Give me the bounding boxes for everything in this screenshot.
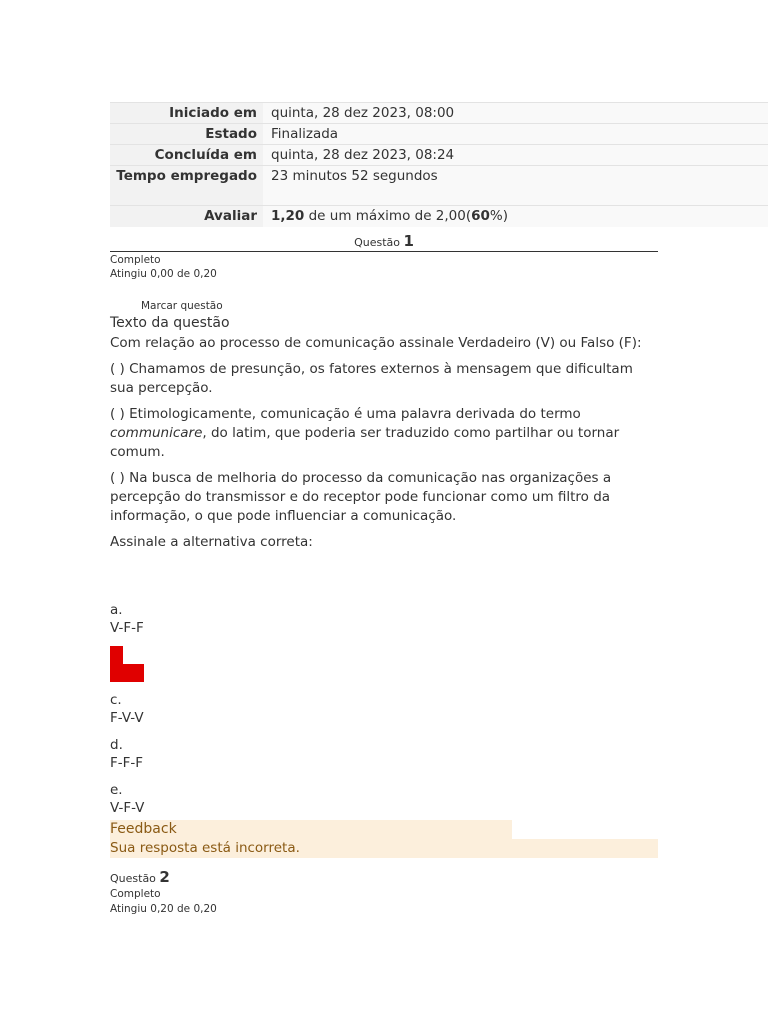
question-intro: Com relação ao processo de comunicação assinale Verdadeiro (V) ou Falso (F):	[110, 335, 642, 351]
question-1-status: Completo	[110, 254, 161, 266]
question-1-mark: Atingiu 0,00 de 0,20	[110, 268, 217, 280]
summary-label-started: Iniciado em	[110, 103, 263, 124]
summary-row-time	[110, 166, 768, 206]
answer-option-c[interactable]	[110, 691, 144, 727]
feedback-heading: Feedback	[110, 820, 512, 839]
statement-2-part-b: , do latim, que poderia ser traduzido como partilhar ou tornar comum.	[110, 425, 620, 460]
summary-row-grade	[110, 206, 768, 227]
question-label: Questão	[354, 236, 400, 249]
summary-label-time: Tempo empregado	[110, 166, 263, 206]
summary-row-completed	[110, 145, 768, 166]
feedback-message: Sua resposta está incorreta.	[110, 839, 658, 858]
statement-3: ( ) Na busca de melhoria do processo da comunicação nas organizações a percepção do transmissor e do receptor pode funcionar como um filtro da informação, o que pode influenciar a comunicação.	[110, 470, 612, 524]
summary-value-state: Finalizada	[263, 124, 768, 145]
answer-option-d[interactable]	[110, 736, 144, 772]
answer-text: V-F-V	[110, 800, 145, 816]
question-prompt: Assinale a alternativa correta:	[110, 534, 313, 550]
answer-option-a[interactable]	[110, 601, 144, 637]
statement-2-part-a: ( ) Etimologicamente, comunicação é uma palavra derivada do termo	[110, 406, 581, 422]
answer-letter: a.	[110, 602, 123, 618]
summary-row-started	[110, 103, 768, 124]
answer-text: V-V-V	[110, 665, 145, 681]
answer-letter: b.	[110, 647, 123, 663]
question-divider	[110, 251, 658, 252]
summary-row-state	[110, 124, 768, 145]
question-number: 2	[159, 868, 170, 886]
grade-middle: de um máximo de 2,00(	[304, 208, 472, 224]
answer-option-e[interactable]	[110, 781, 144, 817]
answer-letter: e.	[110, 782, 123, 798]
summary-value-started: quinta, 28 dez 2023, 08:00	[263, 103, 768, 124]
answer-text: V-F-F	[110, 620, 144, 636]
answer-text: F-F-F	[110, 755, 144, 771]
summary-label-grade: Avaliar	[110, 206, 263, 227]
statement-2-emphasis: communicare	[110, 425, 203, 441]
summary-value-completed: quinta, 28 dez 2023, 08:24	[263, 145, 768, 166]
question-2-status: Completo	[110, 888, 161, 900]
grade-percent: 60	[471, 208, 490, 224]
answer-options	[110, 601, 144, 826]
flag-question-link[interactable]: Marcar questão	[141, 300, 223, 312]
answer-option-b-selected-incorrect[interactable]	[110, 646, 144, 682]
question-1-text	[110, 334, 650, 559]
question-1-header	[110, 232, 658, 250]
question-2-header	[110, 868, 170, 886]
summary-label-state: Estado	[110, 124, 263, 145]
question-label: Questão	[110, 872, 156, 885]
question-number: 1	[403, 232, 414, 250]
summary-label-completed: Concluída em	[110, 145, 263, 166]
grade-score: 1,20	[271, 208, 305, 224]
grade-suffix: %)	[489, 208, 509, 224]
statement-2	[110, 405, 650, 462]
statement-1: ( ) Chamamos de presunção, os fatores externos à mensagem que dificultam sua percepção.	[110, 361, 633, 396]
summary-value-grade	[263, 206, 768, 227]
question-2-mark: Atingiu 0,20 de 0,20	[110, 903, 217, 915]
answer-letter: c.	[110, 692, 122, 708]
question-text-heading: Texto da questão	[110, 315, 230, 331]
summary-value-time: 23 minutos 52 segundos	[263, 166, 768, 206]
answer-text: F-V-V	[110, 710, 144, 726]
answer-letter: d.	[110, 737, 123, 753]
attempt-summary-table	[110, 102, 768, 227]
